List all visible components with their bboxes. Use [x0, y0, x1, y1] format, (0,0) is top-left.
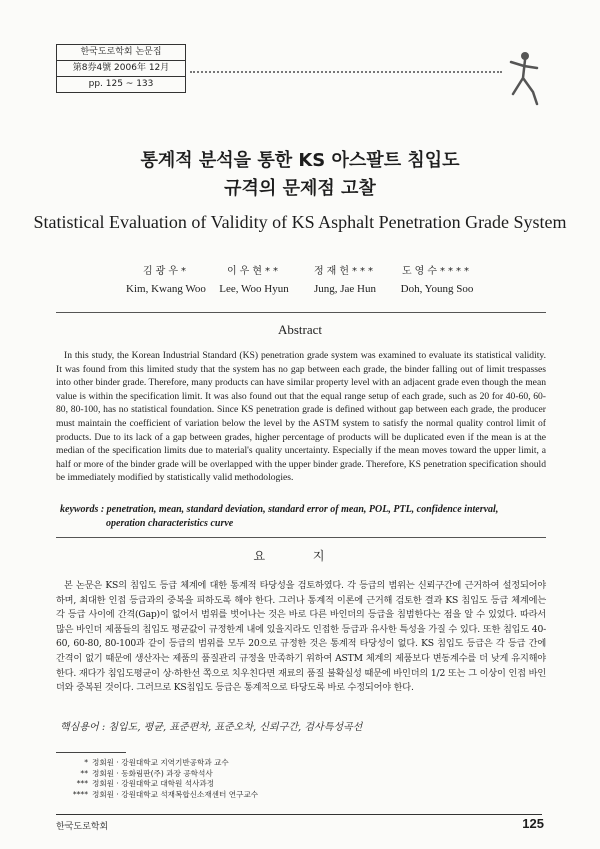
korean-summary-text: 본 논문은 KS의 침입도 등급 체계에 대한 통계적 타당성을 검토하였다. 각 등급의 범위는 신뢰구간에 근거하여 설정되어야 하며, 최대한 인접 등급과의 중복을 피하도록 해야 한다. 그러나 통계적 이론에 근거해 검토한 결과 KS 침입도 등급 체계에는 각 등급 사이에 간격(Gap)이 없어서 범위를 벗어나는 것은 바로 다른 바인더의 등급을 침범한다는 점을 알 수 있었다. 따라서 많은 바인더 제품들의 침입도 평균값이 규정한계 내에 있을지라도 인접한 등급과 유사한 특성을 가질 수 있다. 또한 침입도 40-60, 60-80, 80-100과 같이 등급의 범위를 모두 20으로 규정한 것은 통계적 타당성이 없다. KS 침입도 등급은 각 등급 간에 간격이 없기 때문에 생산자는 제품의 품질관리 규정을 만족하기 위하여 ASTM 체계의 제품보다 변동계수를 더 낮게 유지해야 한다. 재다가 침입도평균이 상·하한선 쪽으로 치우친다면 재료의 품질 불확실성 때문에 바인더의 1/2 또는 그 이상이 인접 바인더와 중복된 것이다. 그러므로 KS침입도 등급은 통계적으로 타당도록 바로 수정되어야 한다.	[56, 580, 546, 694]
english-title: Statistical Evaluation of Validity of KS Asphalt Penetration Grade System	[33, 212, 567, 232]
footnote-2: ** 정회원 · 동화림판(주) 과장 공학석사	[80, 768, 213, 778]
author-4-name-ko: 도영수****	[402, 266, 472, 277]
footer-society-name: 한국도로학회	[56, 822, 109, 832]
footer-rule	[56, 814, 542, 815]
author-2-name-en: Lee, Woo Hyun	[219, 283, 289, 295]
abstract-text: In this study, the Korean Industrial Standard (KS) penetration grade system was examined to evaluate its statistical validity. It was found from this limited study that the system has no gap between each grade, the binder falling out of limit trespasses into other binder grade. Therefore, many products can have similar property level with an adjacent grade even though the mean value is within the specification limit. It was also found out that the equal range setup of each grade, such as 20 for 40-60, 60-80, 80-100, has no statistical foundation. Since KS penetration grade is defined without gap between each grade, the producer must maintain the coefficient of variation below the level by the ASTM system to satisfy the normal quality control limit of products. Due to its lack of a gap between grades, higher percentage of products will be duplicated even if the mean is at the median of the specification limits due to material's quality uncertainty. Especially if the mean moves toward the upper limit, a half or more of the binder grade will be overlapped with the upper binder grade. Therefore, KS penetration specification should be immediately modified by statistically valid methodologies.	[56, 350, 546, 484]
journal-info-box	[56, 44, 186, 93]
journal-name: 한국도로학회 논문집	[57, 45, 185, 61]
author-3-name-ko: 정재헌***	[314, 266, 376, 277]
author-4	[377, 262, 497, 295]
journal-pages: pp. 125 ~ 133	[88, 79, 154, 89]
dotted-header-rule	[190, 71, 502, 79]
page-number: 125	[522, 816, 544, 831]
keywords-label: keywords :	[60, 504, 105, 515]
author-4-name-en: Doh, Young Soo	[400, 283, 474, 295]
summary-top-rule	[56, 537, 546, 538]
author-1-name-ko: 김광우*	[143, 266, 189, 277]
author-2-name-ko: 이우현**	[227, 266, 281, 277]
korean-keywords: 핵심용어 : 침입도, 평균, 표준편차, 표준오차, 신뢰구간, 검사특성곡선	[60, 722, 363, 733]
leaping-figure-icon	[503, 48, 543, 108]
korean-summary-heading: 요 지	[253, 549, 347, 563]
author-3-name-en: Jung, Jae Hun	[313, 283, 377, 295]
abstract-heading: Abstract	[277, 322, 323, 337]
keywords-line-1: penetration, mean, standard deviation, standard error of mean, POL, PTL, confidence interval,	[106, 504, 499, 515]
korean-title-line-2: 규격의 문제점 고찰	[224, 178, 376, 199]
journal-volume: 第8券4號 2006年 12月	[57, 61, 185, 77]
abstract-top-rule	[56, 312, 546, 313]
footnote-rule	[56, 752, 126, 753]
footnote-4: **** 정회원 · 강원대학교 석재복합신소재센터 연구교수	[72, 789, 259, 799]
korean-title-line-1: 통계적 분석을 통한 KS 아스팔트 침입도	[140, 150, 460, 171]
author-footnotes	[56, 758, 356, 800]
keywords-line-2: operation characteristics curve	[106, 517, 234, 529]
footnote-1: * 정회원 · 강원대학교 지역기반공학과 교수	[84, 758, 229, 767]
keywords	[60, 503, 540, 530]
author-1-name-en: Kim, Kwang Woo	[126, 283, 206, 295]
footnote-3: *** 정회원 · 강원대학교 대학원 석사과정	[76, 779, 215, 789]
